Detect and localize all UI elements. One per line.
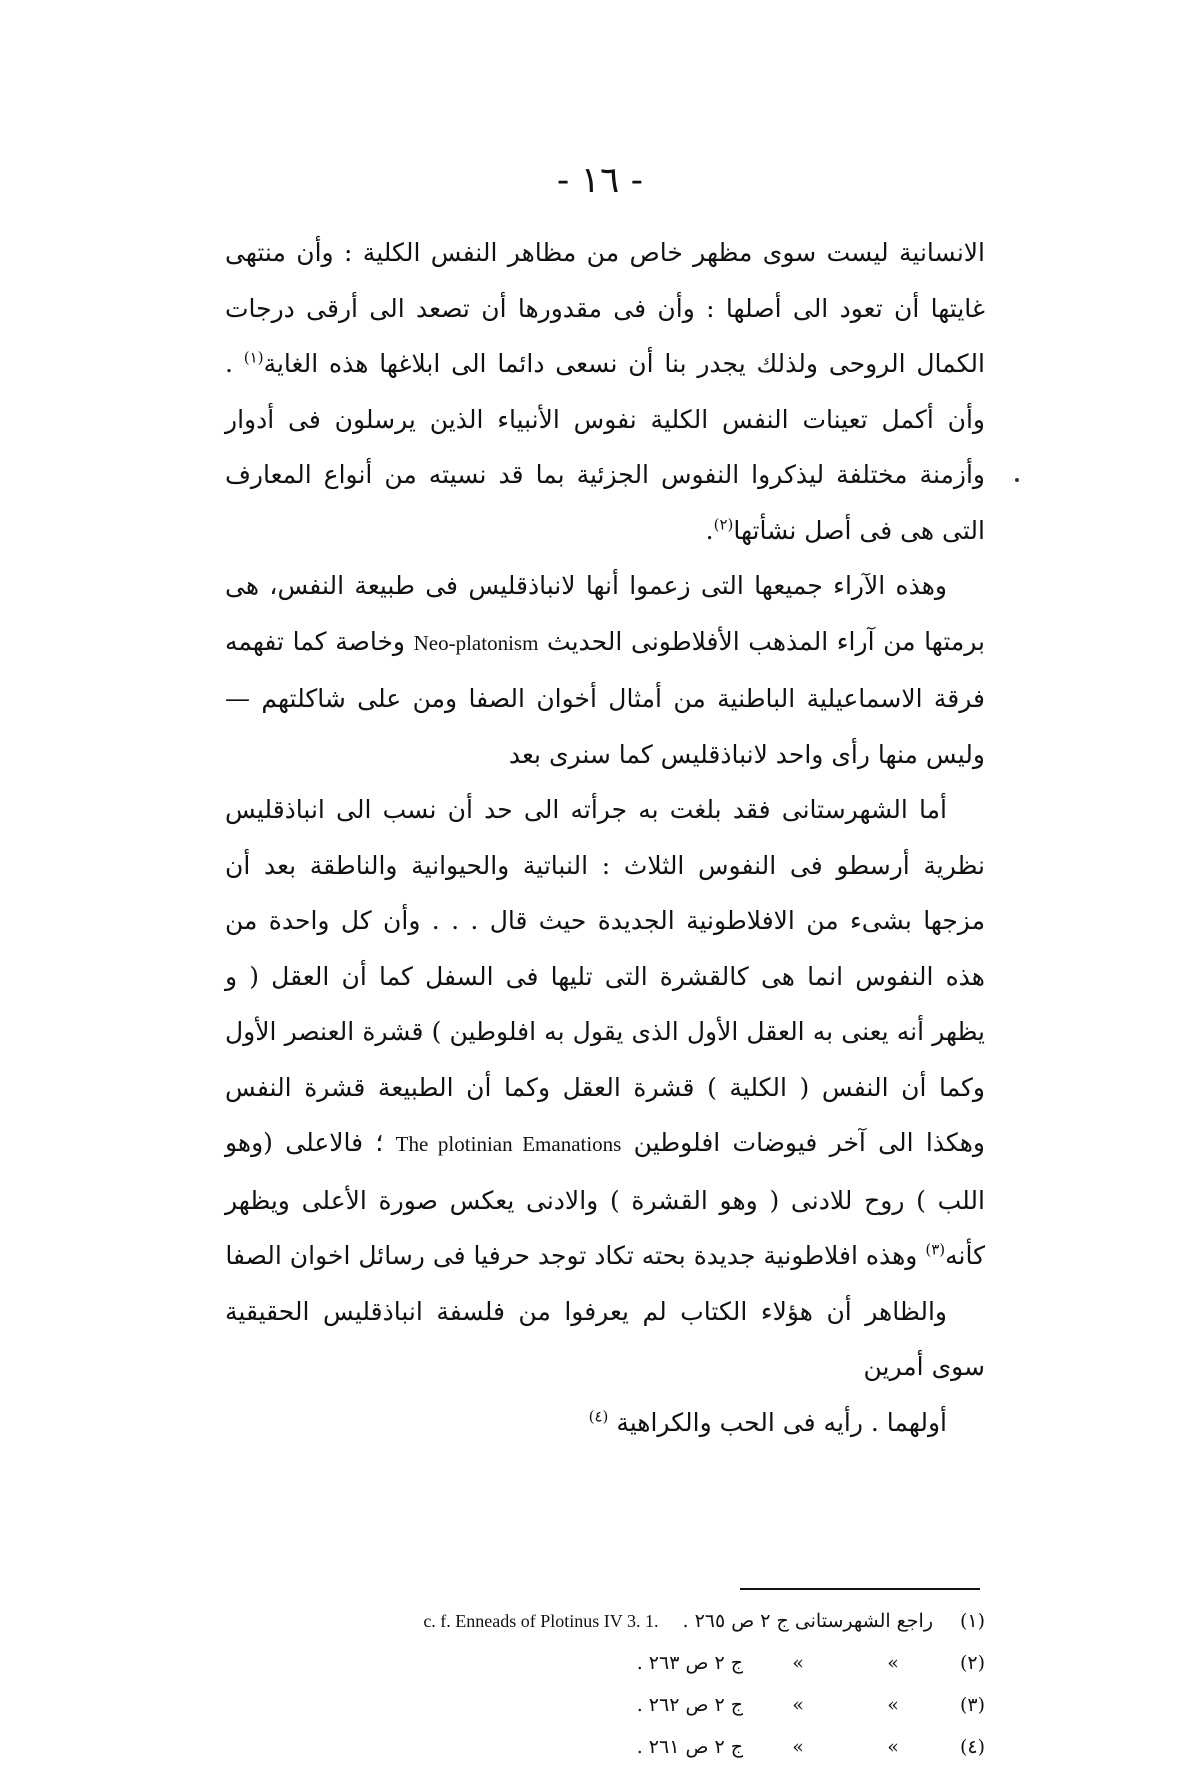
ditto-mark: » bbox=[792, 1736, 804, 1758]
footnote-text: ج ٢ ص ٢٦٢ . bbox=[636, 1694, 743, 1716]
footnote-reference: (١) bbox=[243, 348, 264, 367]
paragraph-text: ؛ فالاعلى (وهو اللب ) روح للادنى ( وهو القشرة ) والادنى يعكس صورة الأعلى ويظهر كأنه bbox=[225, 1128, 985, 1270]
footnote-number: (١) bbox=[959, 1610, 985, 1632]
footnote bbox=[245, 1600, 985, 1642]
ditto-mark: » bbox=[887, 1694, 899, 1716]
paragraph-text: أما الشهرستانى فقد بلغت به جرأته الى حد أن نسب الى انباذقليس نظرية أرسطو فى النفوس الثلاث : النباتية والحيوانية والناطقة بعد أن مزجها بشىء من الافلاطونية الجديدة حيث قال . . . وأن كل واحدة من هذه النفوس انما هى كالقشرة التى تليها فى السفل كما أن العقل ( و يظهر أنه يعنى به العقل الأول الذى يقول به افلوطين ) قشرة العنصر الأول وكما أن النفس ( الكلية ) قشرة العقل وكما أن الطبيعة قشرة النفس وهكذا الى آخر فيوضات افلوطين bbox=[225, 795, 985, 1157]
footnote-latin-reference: c. f. Enneads of Plotinus IV 3. 1. bbox=[423, 1611, 659, 1631]
footnote-number: (٣) bbox=[959, 1694, 985, 1716]
footnote-reference: (٣) bbox=[925, 1240, 946, 1259]
footnote-reference: (٤) bbox=[588, 1407, 609, 1426]
margin-mark bbox=[1015, 478, 1019, 482]
footnote-text: ج ٢ ص ٢٦٣ . bbox=[636, 1652, 743, 1674]
paragraph bbox=[225, 225, 985, 558]
paragraph-text: . وأن أكمل تعينات النفس الكلية نفوس الأنبياء الذين يرسلون فى أدوار وأزمنة مختلفة ليذكروا النفوس الجزئية بما قد نسيته من أنواع المعارف التى هى فى أصل نشأتها bbox=[225, 349, 985, 545]
footnotes bbox=[245, 1600, 985, 1768]
ditto-mark: » bbox=[792, 1652, 804, 1674]
footnote bbox=[245, 1726, 985, 1768]
footnote bbox=[245, 1684, 985, 1726]
paragraph-text: . bbox=[705, 515, 714, 545]
ditto-mark: » bbox=[887, 1652, 899, 1674]
paragraph bbox=[225, 1284, 985, 1395]
footnote bbox=[245, 1642, 985, 1684]
footnote-text: ج ٢ ص ٢٦١ . bbox=[636, 1736, 743, 1758]
paragraph bbox=[225, 1395, 985, 1451]
footnote-text: راجع الشهرستانى ج ٢ ص ٢٦٥ . bbox=[682, 1610, 933, 1632]
paragraph-text: وهذه افلاطونية جديدة بحته تكاد توجد حرفيا فى رسائل اخوان الصفا bbox=[225, 1241, 926, 1270]
latin-term: Neo-platonism bbox=[413, 630, 539, 655]
footnote-number: (٢) bbox=[959, 1652, 985, 1674]
paragraph-text: وخاصة كما تفهمه فرقة الاسماعيلية الباطنية من أمثال أخوان الصفا ومن على شاكلتهم — وليس منها رأى واحد لانباذقليس كما سنرى بعد bbox=[225, 626, 985, 769]
footnote-number: (٤) bbox=[959, 1736, 985, 1758]
paragraph-text: وهذه الآراء جميعها التى زعموا أنها لانباذقليس فى طبيعة النفس، هى برمتها من آراء المذهب الأفلاطونى الحديث bbox=[225, 571, 986, 656]
footnote-divider bbox=[740, 1588, 980, 1590]
ditto-mark: » bbox=[887, 1736, 899, 1758]
paragraph bbox=[225, 782, 985, 1284]
page-number: - ١٦ - bbox=[557, 160, 643, 201]
paragraph bbox=[225, 558, 985, 782]
footnote-reference: (٢) bbox=[713, 515, 734, 534]
ditto-mark: » bbox=[792, 1694, 804, 1716]
latin-term: The plotinian Emanations bbox=[395, 1132, 622, 1156]
paragraph-text: والظاهر أن هؤلاء الكتاب لم يعرفوا من فلسفة انباذقليس الحقيقية سوى أمرين bbox=[225, 1296, 985, 1381]
paragraph-text: أولهما . رأيه فى الحب والكراهية bbox=[608, 1407, 947, 1437]
body-text bbox=[225, 225, 985, 1450]
paragraph-text: الانسانية ليست سوى مظهر خاص من مظاهر النفس الكلية : وأن منتهى غايتها أن تعود الى أصلها : وأن فى مقدورها أن تصعد الى أرقى درجات الكمال الروحى ولذلك يجدر بنا أن نسعى دائما الى ابلاغها هذه الغاية bbox=[225, 238, 985, 378]
